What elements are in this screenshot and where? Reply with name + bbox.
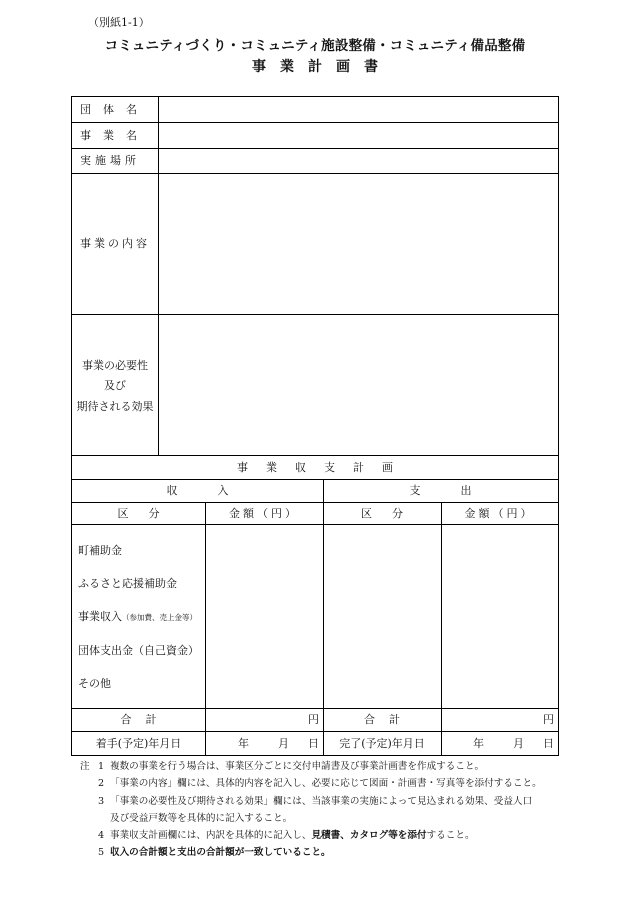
income-total-yen: 円	[308, 713, 319, 726]
row-divider	[72, 455, 558, 456]
income-category-header: 区分	[117, 507, 180, 520]
income-item-business-revenue: 事業収入（参加費、売上金等）	[78, 610, 197, 623]
row-divider	[72, 314, 558, 315]
row-divider	[72, 708, 558, 709]
note-4: 4 事業収支計画欄には、内訳を具体的に記入し、見積書、カタログ等を添付すること。	[98, 830, 475, 842]
row-divider	[72, 502, 558, 503]
label-location: 実施場所	[80, 154, 140, 167]
budget-heading: 事業収支計画	[237, 461, 411, 474]
start-month: 月	[278, 737, 289, 750]
document-title: コミュニティづくり・コミュニティ施設整備・コミュニティ備品整備	[104, 38, 526, 54]
label-necessity: 事業の必要性	[82, 359, 148, 372]
expense-total-label: 合計	[364, 713, 414, 726]
income-item-town-subsidy: 町補助金	[78, 544, 122, 557]
column-divider	[158, 97, 159, 455]
location-field[interactable]	[160, 150, 556, 172]
document-subtitle: 事業計画書	[252, 59, 392, 75]
row-divider	[72, 479, 558, 480]
necessity-field[interactable]	[160, 316, 556, 454]
note-1: 注 1 複数の事業を行う場合は、事業区分ごとに交付申請書及び事業計画書を作成すること。	[80, 761, 485, 772]
row-divider	[72, 731, 558, 732]
column-divider	[205, 502, 206, 756]
label-content: 事業の内容	[80, 237, 150, 250]
column-divider	[441, 502, 442, 756]
expense-heading: 支出	[409, 484, 512, 497]
income-item-other: その他	[78, 677, 111, 690]
form-number-label: （別紙1-1）	[88, 16, 150, 29]
label-project-name: 事業名	[80, 129, 149, 142]
row-divider	[72, 122, 558, 123]
note-2: 2 「事業の内容」欄には、具体的内容を記入し、必要に応じて図面・計画書・写真等を添付すること。	[98, 778, 542, 790]
expense-category-header: 区分	[361, 507, 423, 520]
label-necessity-and: 及び	[104, 379, 126, 392]
note-3-cont: 及び受益戸数等を具体的に記入すること。	[110, 812, 293, 824]
group-name-field[interactable]	[160, 98, 556, 121]
start-day: 日	[308, 737, 319, 750]
expense-amount-field[interactable]	[443, 526, 557, 707]
end-month: 月	[513, 737, 524, 750]
end-date-label: 完了(予定)年月日	[339, 737, 425, 750]
content-field[interactable]	[160, 175, 556, 313]
row-divider	[72, 148, 558, 149]
row-divider	[72, 173, 558, 174]
expense-amount-header: 金額（円）	[464, 507, 535, 520]
end-day: 日	[543, 737, 554, 750]
plan-form-table	[71, 96, 559, 756]
income-total-label: 合計	[120, 713, 171, 726]
row-divider	[72, 524, 558, 525]
start-year: 年	[238, 737, 249, 750]
income-amount-field[interactable]	[207, 526, 321, 707]
income-amount-header: 金額（円）	[229, 507, 299, 520]
label-group-name: 団体名	[80, 103, 149, 116]
income-item-own-funds: 団体支出金（自己資金）	[78, 644, 199, 657]
income-heading: 収入	[166, 484, 269, 497]
income-item-furusato-subsidy: ふるさと応援補助金	[78, 577, 177, 590]
end-year: 年	[473, 737, 484, 750]
notes-section	[80, 758, 580, 862]
note-5: 5 収入の合計額と支出の合計額が一致していること。	[98, 847, 331, 859]
note-3: 3 「事業の必要性及び期待される効果」欄には、当該事業の実施によって見込まれる効果、受益人口	[98, 795, 533, 807]
project-name-field[interactable]	[160, 124, 556, 147]
expense-category-field[interactable]	[325, 526, 439, 707]
expense-total-yen: 円	[543, 713, 554, 726]
label-expected-effect: 期待される効果	[76, 400, 154, 413]
start-date-label: 着手(予定)年月日	[95, 737, 182, 750]
